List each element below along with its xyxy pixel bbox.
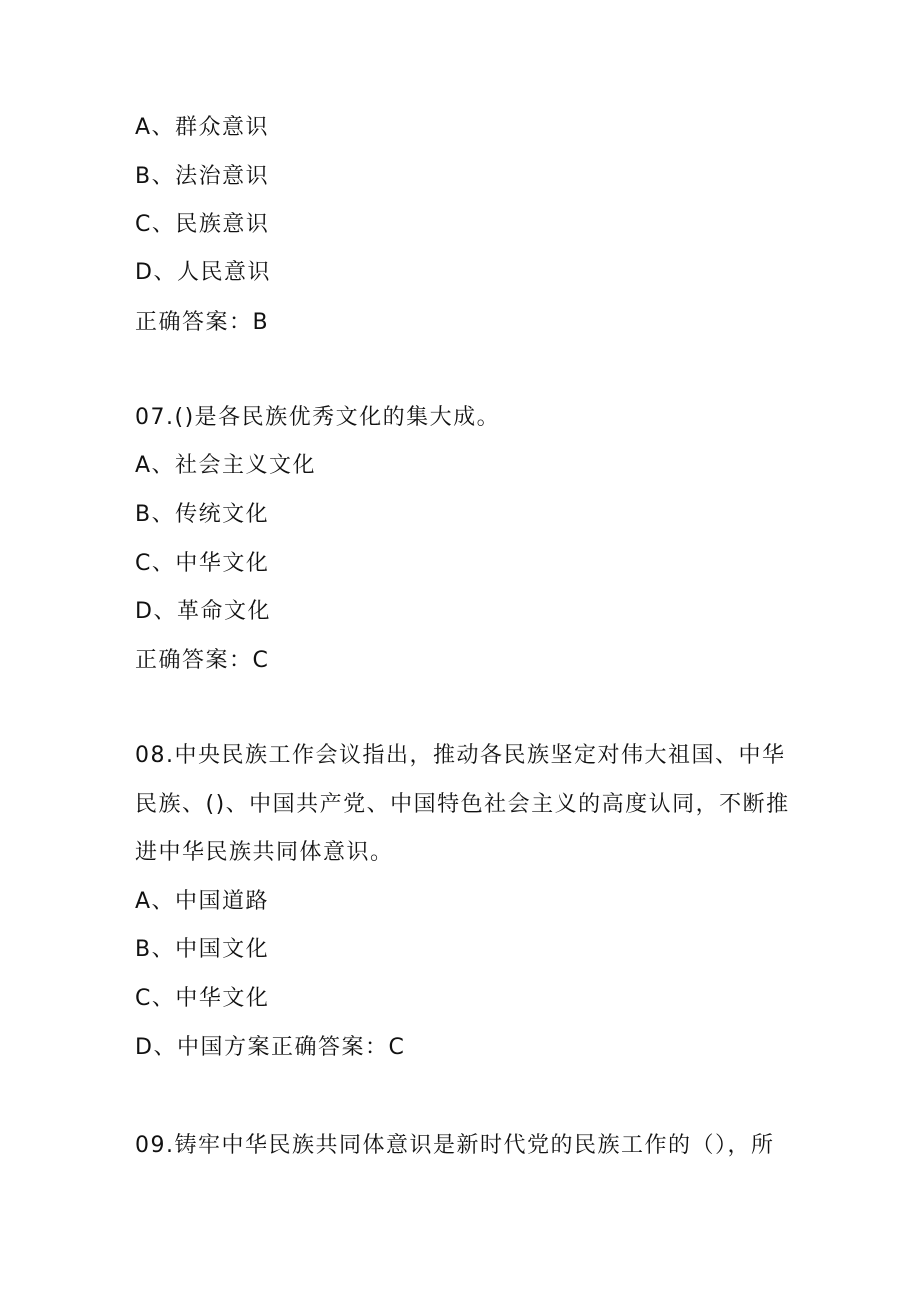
option-b: B、法治意识: [135, 164, 270, 189]
option-d: D、人民意识: [135, 260, 271, 285]
correct-answer: 正确答案：B: [135, 310, 270, 335]
question-07: 07.()是各民族优秀文化的集大成。: [135, 405, 501, 430]
option-d: D、革命文化: [135, 599, 271, 624]
question-08-line-2: 民族、()、中国共产党、中国特色社会主义的高度认同，不断推: [135, 792, 790, 817]
option-c: C、中华文化: [135, 986, 270, 1011]
option-b: B、中国文化: [135, 937, 270, 962]
question-09: 09.铸牢中华民族共同体意识是新时代党的民族工作的（），所: [135, 1133, 775, 1158]
correct-answer: 正确答案：C: [135, 648, 270, 673]
option-b: B、传统文化: [135, 502, 270, 527]
option-a: A、群众意识: [135, 115, 270, 140]
option-a: A、中国道路: [135, 889, 270, 914]
option-a: A、社会主义文化: [135, 453, 317, 478]
option-c: C、民族意识: [135, 212, 270, 237]
option-d-with-answer: D、中国方案正确答案：C: [135, 1035, 406, 1060]
question-08-line-1: 08.中央民族工作会议指出，推动各民族坚定对伟大祖国、中华: [135, 743, 786, 768]
option-c: C、中华文化: [135, 551, 270, 576]
question-08-line-3: 进中华民族共同体意识。: [135, 840, 394, 865]
